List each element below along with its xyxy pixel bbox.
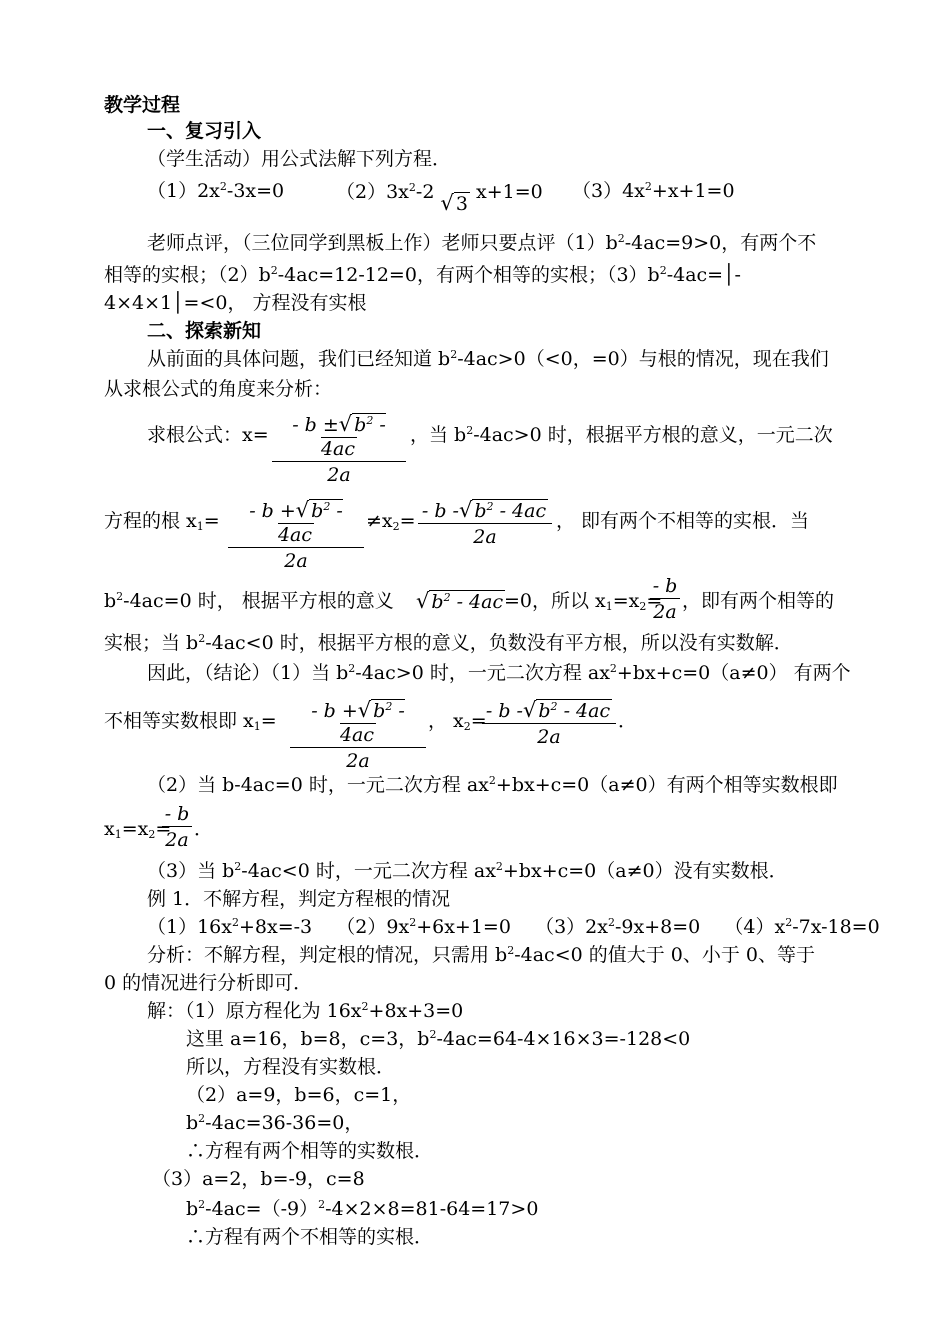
zero-disc-label: $b^2-4ac=0$ 时， 根据平方根的意义 [104, 590, 394, 612]
review-equation-2: $(2)3x^2-2$ √ 3 x+1=0 [336, 181, 543, 215]
sqrt-3: 3 [455, 193, 468, 215]
example-1-title: 例 1．不解方程，判定方程根的情况 [147, 888, 451, 910]
conclusion-2: （2）当 b-4ac=0 时，一元二次方程 $ax^2+bx+c=0(a\ne 0)$有两个相等实数根即 [147, 774, 838, 796]
formula-after-text: ，当 $b^2-4ac>0$ 时，根据平方根的意义，一元二次 [410, 424, 833, 446]
analysis-line-2: 0 的情况进行分析即可． [104, 972, 313, 994]
conclusion-2-label: $x_1=x_2=$ [104, 818, 172, 841]
conclusion-3: （3）当 $b^2-4ac<0$ 时，一元二次方程 $ax^2+bx+c=0(a\ne 0)$没有实数根． [147, 860, 788, 882]
conclusion-2-fraction: - b 2a [162, 802, 192, 853]
solution-line-7: （3）a=2，b=-9，c=8 [152, 1168, 365, 1190]
solution-line-3: 所以，方程没有实数根． [186, 1056, 396, 1078]
activity-text: （学生活动）用公式法解下列方程． [147, 148, 452, 170]
solution-line-1: 解：（1）原方程化为 $16x^2+8x+3=0$ [147, 1000, 464, 1022]
solution-line-8: $b^2-4ac=(-9)^2-4\times 2\times 8=81-64=17>0$ [186, 1198, 539, 1220]
conclusion-1-end: ． [618, 710, 638, 732]
conclusion-x1-fraction: - b +√ $b^2 - 4ac$ 2a [290, 698, 426, 774]
section-1-title: 一、复习引入 [147, 120, 262, 142]
solution-line-2: 这里 a=16，b=8，c=3，$b^2-4ac=64-4\times 16\times 3=-128<0$ [186, 1028, 691, 1050]
roots-label: 方程的根 $x_1=$ [104, 510, 220, 533]
solution-line-4: （2）a=9，b=6，c=1， [186, 1084, 412, 1106]
zero-disc-mid: =0，所以 $x_1=x_2=$ [504, 590, 663, 613]
negative-disc-line: 实根；当 $b^2-4ac<0$ 时，根据平方根的意义，负数没有平方根，所以没有实数解． [104, 632, 793, 654]
explore-line-2: 从求根公式的角度来分析： [104, 378, 333, 400]
zero-disc-after: ，即有两个相等的 [682, 590, 835, 612]
root-x1-fraction: - b +√ $b^2 - 4ac$ 2a [228, 498, 364, 574]
roots-after-text: ， 即有两个不相等的实根．当 [556, 510, 810, 532]
zero-disc-sqrt: √ $b^2 - 4ac$ [416, 589, 504, 613]
solution-line-9: ∴方程有两个不相等的实根． [186, 1226, 434, 1248]
conclusion-1: 因此，（结论）（1）当 $b^2-4ac>0$ 时，一元二次方程 $ax^2+bx+c=0(a\ne 0)$ 有两个 [147, 662, 851, 684]
solution-line-5: $b^2-4ac=36-36=0$， [186, 1112, 364, 1134]
review-line-3: 4×4×1│=<0， 方程没有实根 [104, 292, 367, 314]
review-equation-3: $(3)4x^2+x+1=0$ [572, 180, 735, 202]
explore-line-1: 从前面的具体问题，我们已经知道 $b^2-4ac>0(<0$，=0）与根的情况，现在我们 [147, 348, 829, 370]
roots-neq: $\ne x_2=$ [366, 510, 416, 533]
conclusion-2-end: ． [194, 818, 214, 840]
solution-line-6: ∴方程有两个相等的实数根． [186, 1140, 434, 1162]
conclusion-1-mid: ， $x_2=$ [428, 710, 487, 733]
conclusion-1-label: 不相等实数根即 $x_1=$ [104, 710, 277, 733]
review-equation-1: $(1)2x^2-3x=0$ [147, 180, 285, 202]
analysis-line-1: 分析：不解方程，判定根的情况，只需用 $b^2-4ac<0$ 的值大于 0、小于 0、等于 [147, 944, 816, 966]
formula-label: 求根公式：x= [147, 424, 269, 446]
page-heading: 教学过程 [104, 94, 181, 116]
example-1-equations: $(1)16x^2+8x=-3$ $(2)9x^2+6x+1=0$ $(3)2x^2-9x+8=0$ $(4)x^2-7x-18=0$ [147, 916, 880, 938]
root-x2-fraction: - b -√ $b^2 - 4ac$ 2a [418, 498, 552, 550]
conclusion-x2-fraction: - b -√ $b^2 - 4ac$ 2a [482, 698, 616, 750]
review-line-1: 老师点评，（三位同学到黑板上作）老师只要点评$(1)b^2-4ac=9>0$，有两个不 [147, 232, 817, 254]
section-2-title: 二、探索新知 [147, 320, 262, 342]
review-line-2: 相等的实根；$(2)b^2-4ac=12-12=0$，有两个相等的实根；$(3)b^2-4ac=│-$ [104, 264, 741, 286]
quadratic-formula-fraction: - b ±√ $b^2 - 4ac$ 2a [272, 412, 406, 488]
zero-disc-fraction: - b 2a [650, 574, 680, 625]
